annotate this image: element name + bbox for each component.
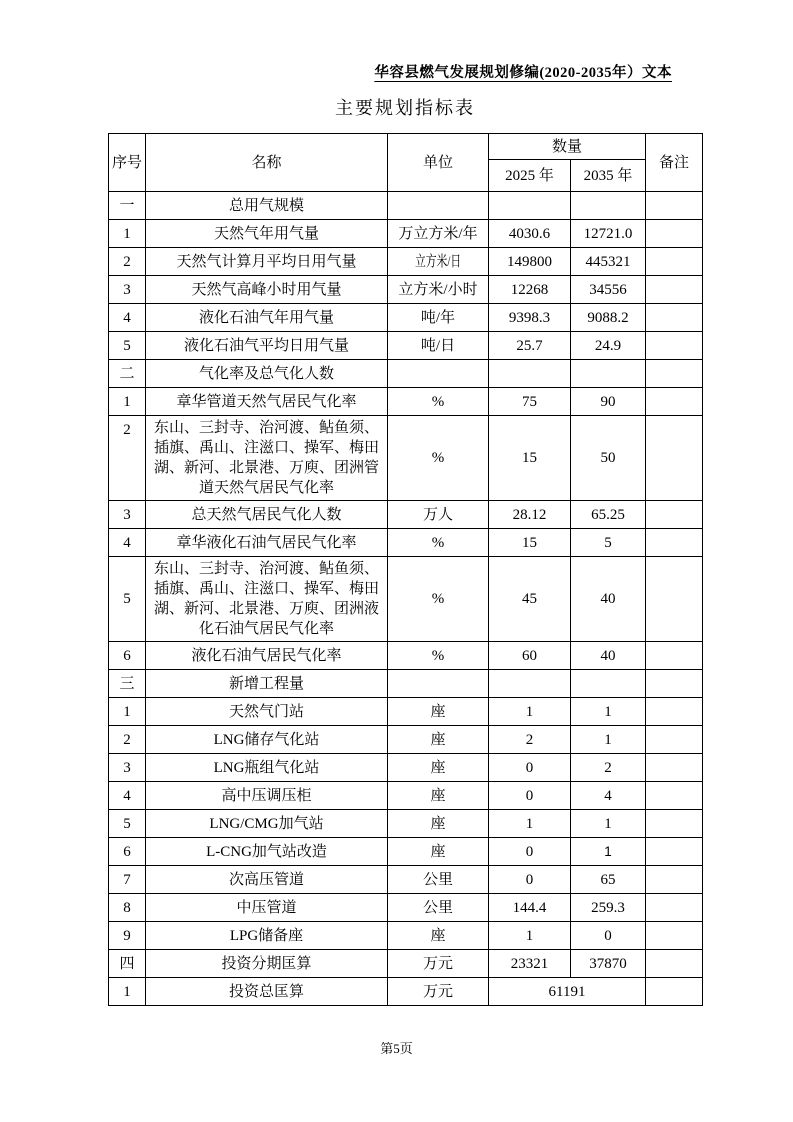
row-remark	[646, 557, 703, 642]
row-remark	[646, 388, 703, 416]
row-remark	[646, 838, 703, 866]
row-name: 总用气规模	[146, 192, 388, 220]
row-remark	[646, 332, 703, 360]
table-row	[109, 557, 703, 642]
row-seq: 四	[109, 950, 146, 978]
row-seq: 1	[109, 220, 146, 248]
table-row	[109, 838, 703, 866]
row-unit	[388, 192, 489, 220]
row-unit: 公里	[388, 894, 489, 922]
row-name: 天然气门站	[146, 698, 388, 726]
row-unit: 座	[388, 838, 489, 866]
row-name: 高中压调压柜	[146, 782, 388, 810]
row-value-merged: 61191	[489, 978, 646, 1006]
row-value-2025: 2	[489, 726, 571, 754]
col-header-seq: 序号	[109, 134, 146, 192]
row-unit: 座	[388, 754, 489, 782]
row-seq: 2	[109, 248, 146, 276]
row-seq: 5	[109, 557, 146, 642]
row-value-2035: 40	[571, 557, 646, 642]
table-row	[109, 276, 703, 304]
row-name: LNG储存气化站	[146, 726, 388, 754]
row-seq: 6	[109, 838, 146, 866]
row-value-2025: 23321	[489, 950, 571, 978]
row-value-2035: 9088.2	[571, 304, 646, 332]
row-name: 中压管道	[146, 894, 388, 922]
row-name: 东山、三封寺、治河渡、鲇鱼须、插旗、禹山、注滋口、操军、梅田湖、新河、北景港、万庾、团洲液化石油气居民气化率	[146, 557, 388, 642]
section-row	[109, 192, 703, 220]
row-value-2025: 144.4	[489, 894, 571, 922]
row-name: LNG/CMG加气站	[146, 810, 388, 838]
col-header-unit: 单位	[388, 134, 489, 192]
section-row	[109, 360, 703, 388]
row-value-2035: 1	[571, 698, 646, 726]
row-unit: %	[388, 416, 489, 501]
row-value-2035: 65	[571, 866, 646, 894]
row-name: 液化石油气居民气化率	[146, 642, 388, 670]
row-remark	[646, 754, 703, 782]
col-header-2025: 2025 年	[489, 160, 571, 192]
row-name: LNG瓶组气化站	[146, 754, 388, 782]
row-value-2025: 0	[489, 754, 571, 782]
row-name: L-CNG加气站改造	[146, 838, 388, 866]
row-remark	[646, 642, 703, 670]
row-remark	[646, 416, 703, 501]
table-row	[109, 782, 703, 810]
table-row	[109, 978, 703, 1006]
table-body	[109, 192, 703, 1006]
row-remark	[646, 950, 703, 978]
row-remark	[646, 810, 703, 838]
table-row	[109, 304, 703, 332]
row-value-2025: 28.12	[489, 501, 571, 529]
row-remark	[646, 726, 703, 754]
table-row	[109, 642, 703, 670]
document-header-text: 华容县燃气发展规划修编(2020-2035年）文本	[374, 65, 672, 81]
row-seq: 三	[109, 670, 146, 698]
row-unit: 万人	[388, 501, 489, 529]
row-seq: 6	[109, 642, 146, 670]
row-value-2035	[571, 192, 646, 220]
row-value-2035	[571, 670, 646, 698]
table-row	[109, 332, 703, 360]
row-value-2035: 4	[571, 782, 646, 810]
row-value-2025: 15	[489, 529, 571, 557]
row-remark	[646, 192, 703, 220]
row-name: 次高压管道	[146, 866, 388, 894]
row-unit: 立方米/小时	[388, 276, 489, 304]
row-remark	[646, 276, 703, 304]
row-unit: 座	[388, 698, 489, 726]
row-value-2035: 37870	[571, 950, 646, 978]
row-remark	[646, 360, 703, 388]
row-value-2025: 45	[489, 557, 571, 642]
row-remark	[646, 894, 703, 922]
row-unit: 吨/年	[388, 304, 489, 332]
row-value-2025: 4030.6	[489, 220, 571, 248]
document-header	[0, 61, 672, 82]
row-value-2035: 90	[571, 388, 646, 416]
row-name: 气化率及总气化人数	[146, 360, 388, 388]
row-unit: %	[388, 642, 489, 670]
row-unit	[388, 360, 489, 388]
table-row	[109, 388, 703, 416]
section-row	[109, 670, 703, 698]
row-value-2025: 1	[489, 922, 571, 950]
row-name: 章华管道天然气居民气化率	[146, 388, 388, 416]
row-seq: 1	[109, 698, 146, 726]
row-remark	[646, 670, 703, 698]
row-unit: 吨/日	[388, 332, 489, 360]
indicators-table	[108, 133, 703, 1006]
header-row-top	[109, 134, 703, 160]
row-unit: 公里	[388, 866, 489, 894]
row-seq: 2	[109, 416, 146, 501]
row-value-2035: 40	[571, 642, 646, 670]
row-remark	[646, 248, 703, 276]
row-value-2025	[489, 670, 571, 698]
row-remark	[646, 782, 703, 810]
row-unit: %	[388, 557, 489, 642]
row-unit: 万元	[388, 978, 489, 1006]
row-name: 章华液化石油气居民气化率	[146, 529, 388, 557]
row-value-2025: 9398.3	[489, 304, 571, 332]
row-name: 液化石油气年用气量	[146, 304, 388, 332]
row-value-2025: 0	[489, 782, 571, 810]
row-value-2035: 259.3	[571, 894, 646, 922]
row-remark	[646, 304, 703, 332]
table-row	[109, 810, 703, 838]
row-value-2035: 65.25	[571, 501, 646, 529]
row-unit: 万元	[388, 950, 489, 978]
row-value-2025: 75	[489, 388, 571, 416]
row-seq: 3	[109, 276, 146, 304]
row-remark	[646, 922, 703, 950]
row-seq: 4	[109, 304, 146, 332]
row-name: 新增工程量	[146, 670, 388, 698]
col-header-2035: 2035 年	[571, 160, 646, 192]
row-value-2025	[489, 360, 571, 388]
row-value-2025: 149800	[489, 248, 571, 276]
row-seq: 二	[109, 360, 146, 388]
table-row	[109, 754, 703, 782]
row-value-2025: 15	[489, 416, 571, 501]
row-value-2035: 1	[571, 810, 646, 838]
row-seq: 1	[109, 388, 146, 416]
page-footer: 第5页	[380, 1041, 413, 1056]
row-value-2025: 0	[489, 866, 571, 894]
col-header-remark: 备注	[646, 134, 703, 192]
table-header	[109, 134, 703, 192]
table-row	[109, 220, 703, 248]
table-row	[109, 894, 703, 922]
row-unit: %	[388, 529, 489, 557]
row-value-2025: 25.7	[489, 332, 571, 360]
row-name: 天然气计算月平均日用气量	[146, 248, 388, 276]
row-seq: 一	[109, 192, 146, 220]
row-seq: 5	[109, 332, 146, 360]
table-row	[109, 922, 703, 950]
row-seq: 3	[109, 501, 146, 529]
row-name: 总天然气居民气化人数	[146, 501, 388, 529]
row-value-2035: 24.9	[571, 332, 646, 360]
row-value-2035: 0	[571, 922, 646, 950]
row-name: 天然气年用气量	[146, 220, 388, 248]
table-row	[109, 698, 703, 726]
row-seq: 5	[109, 810, 146, 838]
row-seq: 1	[109, 978, 146, 1006]
row-value-2035: 5	[571, 529, 646, 557]
row-value-2035: 445321	[571, 248, 646, 276]
row-value-2035	[571, 360, 646, 388]
table-row	[109, 866, 703, 894]
row-seq: 9	[109, 922, 146, 950]
row-name: 液化石油气平均日用气量	[146, 332, 388, 360]
row-name: 投资分期匡算	[146, 950, 388, 978]
table-row	[109, 248, 703, 276]
row-unit: %	[388, 388, 489, 416]
row-unit: 座	[388, 922, 489, 950]
page-title: 主要规划指标表	[335, 98, 475, 118]
row-unit	[388, 670, 489, 698]
row-value-2035: 1	[571, 726, 646, 754]
col-header-name: 名称	[146, 134, 388, 192]
row-value-2035: 12721.0	[571, 220, 646, 248]
table-row	[109, 726, 703, 754]
row-remark	[646, 978, 703, 1006]
row-seq: 7	[109, 866, 146, 894]
row-name: 天然气高峰小时用气量	[146, 276, 388, 304]
unit-text-condensed: 立方米/日	[414, 253, 462, 270]
row-name: LPG储备座	[146, 922, 388, 950]
row-remark	[646, 529, 703, 557]
table-row	[109, 501, 703, 529]
row-value-2035: 1	[571, 838, 646, 866]
table-row	[109, 416, 703, 501]
row-value-2025: 60	[489, 642, 571, 670]
row-remark	[646, 698, 703, 726]
row-unit: 万立方米/年	[388, 220, 489, 248]
row-value-2025	[489, 192, 571, 220]
row-seq: 4	[109, 529, 146, 557]
row-value-2025: 0	[489, 838, 571, 866]
row-value-2035: 50	[571, 416, 646, 501]
row-seq: 2	[109, 726, 146, 754]
row-value-2025: 12268	[489, 276, 571, 304]
row-remark	[646, 866, 703, 894]
row-unit: 座	[388, 782, 489, 810]
row-value-2025: 1	[489, 810, 571, 838]
row-value-2035: 2	[571, 754, 646, 782]
row-remark	[646, 220, 703, 248]
row-unit: 座	[388, 810, 489, 838]
row-seq: 8	[109, 894, 146, 922]
row-value-2035: 34556	[571, 276, 646, 304]
row-name: 投资总匡算	[146, 978, 388, 1006]
row-remark	[646, 501, 703, 529]
row-value-2025: 1	[489, 698, 571, 726]
row-name: 东山、三封寺、治河渡、鲇鱼须、插旗、禹山、注滋口、操军、梅田湖、新河、北景港、万庾、团洲管道天然气居民气化率	[146, 416, 388, 501]
row-unit	[388, 248, 489, 276]
col-header-quantity: 数量	[489, 134, 646, 160]
table-row	[109, 950, 703, 978]
row-unit: 座	[388, 726, 489, 754]
table-row	[109, 529, 703, 557]
row-seq: 4	[109, 782, 146, 810]
row-seq: 3	[109, 754, 146, 782]
